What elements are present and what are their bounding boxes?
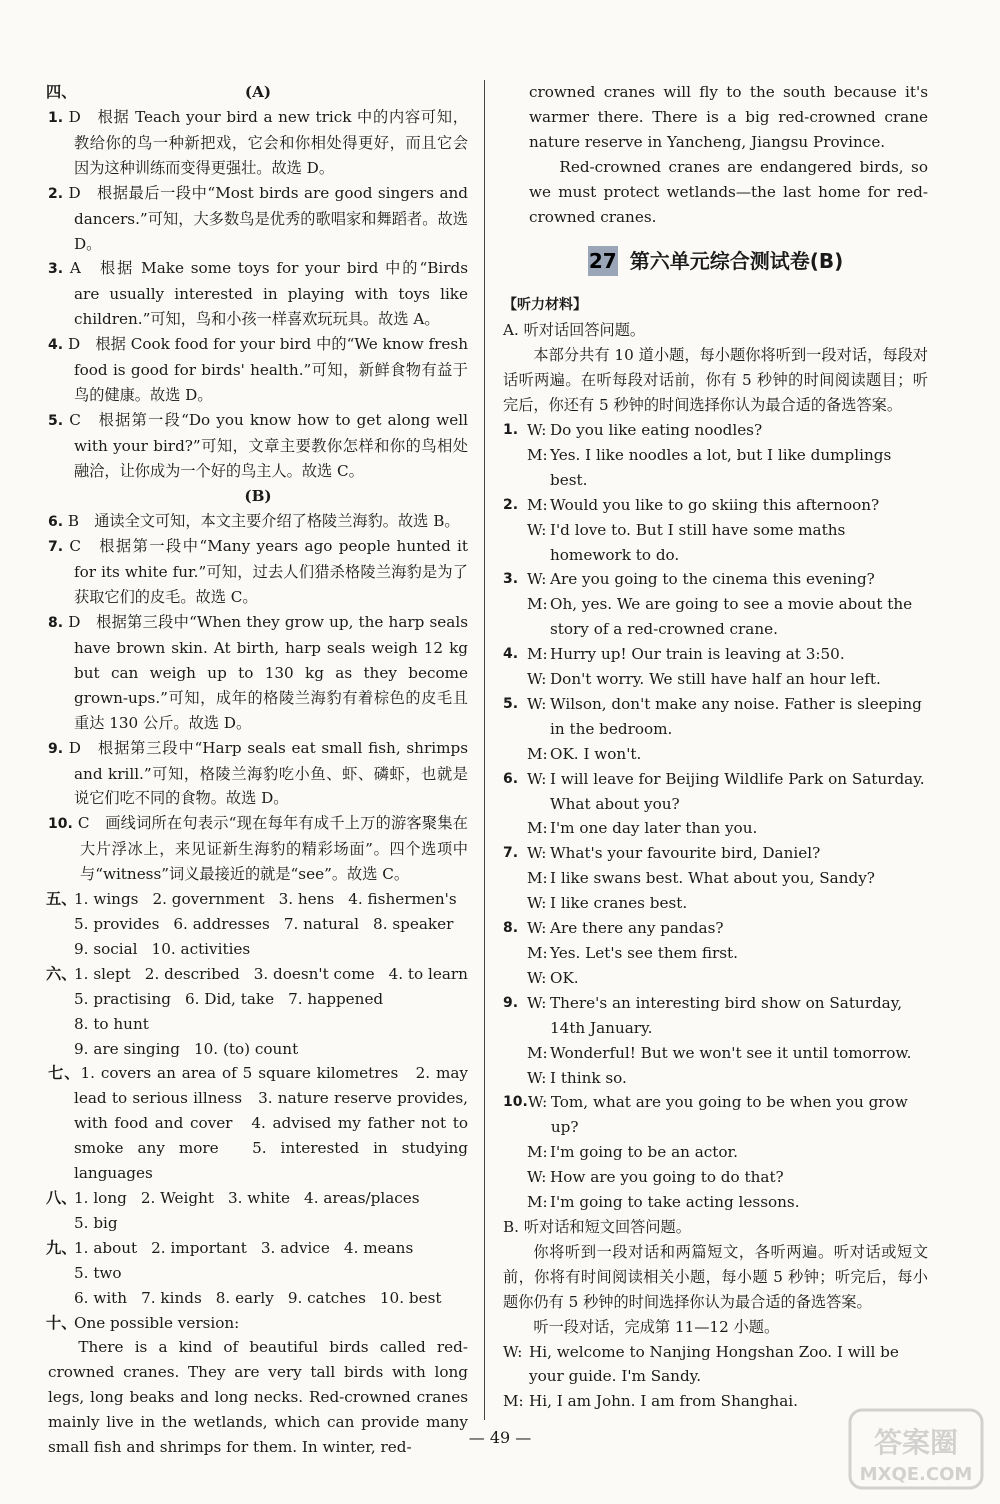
dialog-text: There's an interesting bird show on Saturday, 14th January. (550, 993, 903, 1037)
dialog-line (503, 1090, 928, 1140)
answer-item: 10. C 画线词所在句表示“现在每年有成千上万的游客聚集在大片浮冰上，来见证新生海豹的精彩场面”。四个选项中与“witness”词义最接近的就是“see”。故选 C。 (48, 814, 468, 884)
dialog-line (503, 692, 928, 742)
speaker-label: M: (527, 944, 548, 962)
speaker-label: W: (527, 520, 547, 539)
dialog-text: Don't worry. We still have half an hour left. (550, 670, 881, 689)
dialog-number (503, 1165, 527, 1190)
dialog-number (503, 966, 527, 991)
dialog-number: 5. (503, 695, 519, 712)
dialog-line (503, 518, 928, 568)
dialog-number: 6. (503, 770, 519, 787)
dialog-text: Are you going to the cinema this evening? (550, 570, 875, 589)
svg-text:答案圈: 答案圈 (873, 1426, 959, 1459)
dialog-line (503, 767, 928, 817)
dialog-number (503, 443, 527, 493)
dialog-line (503, 567, 928, 592)
answer-item: 3. A 根据 Make some toys for your bird 中的“Birds are usually interested in playing with toys like children.”可知，鸟和小孩一样喜欢玩玩具。故选 A。 (48, 259, 468, 329)
dialog-line (503, 1190, 928, 1215)
answer-item: 6. B 通读全文可知，本文主要介绍了格陵兰海豹。故选 B。 (48, 511, 460, 530)
dialog-text: How are you going to do that? (550, 1168, 784, 1187)
part-b-desc: 你将听到一段对话和两篇短文，各听两遍。听对话或短文前，你将有时间阅读相关小题，每小题 5 秒钟；听完后，每小题你仍有 5 秒钟的时间选择你认为最合适的备选答案。 (503, 1242, 928, 1311)
speaker-label: M: (527, 744, 548, 763)
dialog-number (503, 1041, 527, 1066)
dialog-number (503, 866, 527, 891)
unit-number-badge: 27 (588, 246, 618, 276)
speaker-label: M: (527, 819, 548, 838)
dialog-line (503, 642, 928, 667)
final-dialog (503, 1340, 928, 1415)
part-a-label: (A) (244, 83, 272, 101)
dialog-line (503, 667, 928, 692)
dialog-number: 8. (503, 920, 519, 937)
dialog-text: Hurry up! Our train is leaving at 3:50. (550, 645, 845, 664)
speaker-label: M: (527, 495, 548, 514)
dialog-text: Yes. Let's see them first. (550, 944, 738, 962)
section-label: 四、 (46, 83, 77, 101)
dialog-text: Hi, I am John. I am from Shanghai. (529, 1392, 798, 1411)
dialog-number (503, 667, 527, 692)
dialog-list (503, 418, 928, 1215)
dialog-text: What's your favourite bird, Daniel? (550, 844, 821, 863)
dialog-number (503, 742, 527, 767)
dialog-line (503, 1041, 928, 1066)
dialog-text: I will leave for Beijing Wildlife Park on Saturday. What about you? (550, 769, 925, 813)
dialog-text: Hi, welcome to Nanjing Hongshan Zoo. I will be your guide. I'm Sandy. (529, 1342, 899, 1386)
part-a-title: A. 听对话回答问题。 (503, 321, 646, 340)
answer-item: 5. C 根据第一段“Do you know how to get along well with your bird?”可知，文章主要教你怎样和你的鸟相处融洽，让你成为一个好的鸟主人。故选 C。 (48, 410, 468, 480)
dialog-text: Tom, what are you going to be when you grow up? (550, 1093, 908, 1137)
dialog-line (503, 891, 928, 916)
speaker-label: W: (527, 894, 547, 913)
dialog-number (503, 1190, 527, 1215)
left-column (48, 80, 468, 1460)
dialog-text: Oh, yes. We are going to see a movie about the story of a red-crowned crane. (550, 595, 913, 639)
dialog-line (503, 592, 928, 642)
dialog-text: I'm going to be an actor. (550, 1143, 738, 1162)
answer-item: 8. D 根据第三段中“When they grow up, the harp seals have brown skin. At birth, harp seals weigh 12 kg but can weigh up to 130 kg as they become grown-ups.”可知，成年的格陵兰海豹有着棕色的皮毛且重达 130 公斤。故选 D。 (48, 613, 469, 732)
svg-text:MXQE.COM: MXQE.COM (859, 1464, 973, 1485)
speaker-label: W: (527, 1168, 547, 1187)
dialog-text: Are there any pandas? (550, 919, 724, 938)
dialog-number: 10. (503, 1094, 528, 1111)
dialog-number (503, 941, 527, 966)
answer-list-b (48, 509, 468, 888)
answer-item: 7. C 根据第一段中“Many years ago people hunted it for its white fur.”可知，过去人们猎杀格陵兰海豹是为了获取它们的皮毛。故选 C。 (48, 537, 468, 607)
dialog-number: 7. (503, 845, 519, 862)
speaker-label: M: (527, 645, 548, 664)
dialog-line (503, 816, 928, 841)
section-7: 七、1. covers an area of 5 square kilometres 2. may lead to serious illness 3. nature reserve provides, with food and cover 4. advised my father not to smoke any more 5. interested in studying languages (48, 1064, 468, 1183)
essay-continued: crowned cranes will fly to the south because it's warmer there. There is a big red-crowned crane nature reserve in Yancheng, Jiangsu Province. (529, 83, 928, 151)
section-8: 八、 1. long 2. Weight 3. white 4. areas/places 5. big (46, 1188, 420, 1232)
speaker-label: W: (527, 570, 547, 589)
dialog-number: 4. (503, 646, 519, 663)
part-b-title: B. 听对话和短文回答问题。 (503, 1217, 691, 1236)
speaker-label: M: (527, 1043, 548, 1062)
answer-list-a (48, 105, 468, 484)
speaker-label: M: (527, 1143, 548, 1162)
dialog-line (503, 1066, 928, 1091)
dialog-number: 3. (503, 571, 519, 588)
speaker-label: W: (503, 1342, 523, 1361)
dialog-number (503, 891, 527, 916)
dialog-line (503, 1165, 928, 1190)
dialog-line (503, 742, 928, 767)
speaker-label: W: (527, 1093, 548, 1112)
speaker-label: W: (527, 968, 547, 987)
section-5: 五、 1. wings 2. government 3. hens 4. fishermen's 5. provides 6. addresses 7. natural 8. speaker 9. social 10. activities (46, 890, 457, 958)
dialog-line (503, 1340, 928, 1390)
section-9: 九、 1. about 2. important 3. advice 4. means 5. two 6. with 7. kinds 8. early 9. catches 10. best (46, 1238, 442, 1307)
part-a-desc: 本部分共有 10 道小题，每小题你将听到一段对话，每段对话听两遍。在听每段对话前，你有 5 秒钟的时间阅读题目；听完后，你还有 5 秒钟的时间选择你认为最合适的备选答案。 (503, 346, 928, 415)
dialog-line (503, 991, 928, 1041)
speaker-label: W: (527, 844, 547, 863)
dialog-text: Wilson, don't make any noise. Father is sleeping in the bedroom. (550, 694, 922, 738)
dialog-number (503, 518, 527, 568)
answer-item: 1. D 根据 Teach your bird a new trick 中的内容可知，教给你的鸟一种新把戏，它会和你相处得更好，而且它会因为这种训练而变得更强壮。故选 D。 (48, 108, 468, 177)
part-b-note: 听一段对话，完成第 11—12 小题。 (533, 1317, 780, 1336)
dialog-text: Do you like eating noodles? (550, 420, 763, 439)
unit-title: 第六单元综合测试卷(B) (629, 248, 844, 273)
section-10: 十、 One possible version: (46, 1313, 240, 1332)
speaker-label: M: (527, 445, 548, 464)
speaker-label: M: (527, 869, 548, 888)
speaker-label: M: (527, 1193, 548, 1212)
dialog-text: Would you like to go skiing this afternoon? (550, 495, 880, 514)
dialog-text: I'm going to take acting lessons. (550, 1193, 800, 1212)
dialog-line (503, 1140, 928, 1165)
speaker-label: W: (527, 670, 547, 689)
dialog-number (503, 1140, 527, 1165)
dialog-text: I think so. (550, 1068, 627, 1087)
dialog-line (503, 443, 928, 493)
dialog-number (503, 1066, 527, 1091)
dialog-text: I like swans best. What about you, Sandy? (550, 869, 875, 888)
listening-material-label: 【听力材料】 (503, 297, 587, 314)
dialog-number (503, 816, 527, 841)
section-4-header (48, 80, 468, 105)
dialog-text: Yes. I like noodles a lot, but I like dumplings best. (550, 445, 892, 489)
speaker-label: W: (527, 420, 547, 439)
dialog-line (503, 418, 928, 443)
right-column (503, 80, 928, 1414)
speaker-label: W: (527, 769, 547, 788)
dialog-text: Wonderful! But we won't see it until tomorrow. (550, 1043, 912, 1062)
dialog-text: I like cranes best. (550, 894, 688, 913)
speaker-label: W: (527, 919, 547, 938)
dialog-text: I'd love to. But I still have some maths homework to do. (550, 520, 846, 564)
dialog-number: 1. (503, 421, 519, 438)
unit-heading (503, 243, 928, 279)
speaker-label: M: (503, 1392, 524, 1411)
dialog-line (503, 916, 928, 941)
part-b-label: (B) (244, 486, 272, 505)
dialog-line (503, 866, 928, 891)
watermark-logo (846, 1406, 986, 1492)
dialog-line (503, 941, 928, 966)
answer-item: 4. D 根据 Cook food for your bird 中的“We know fresh food is good for birds' health.”可知，新鲜食物有益于鸟的健康。故选 D。 (48, 335, 469, 404)
speaker-label: M: (527, 595, 548, 614)
column-divider (484, 80, 485, 1420)
speaker-label: W: (527, 1068, 547, 1087)
dialog-number: 9. (503, 994, 519, 1011)
dialog-text: I'm one day later than you. (550, 819, 758, 838)
answer-item: 2. D 根据最后一段中“Most birds are good singers and dancers.”可知，大多数鸟是优秀的歌唱家和舞蹈者。故选 D。 (48, 183, 468, 253)
dialog-line (503, 493, 928, 518)
page-number: — 49 — (468, 1428, 532, 1447)
dialog-number (503, 592, 527, 642)
section-6: 六、 1. slept 2. described 3. doesn't come 4. to learn 5. practising 6. Did, take 7. happened 8. to hunt 9. are singing 10. (to) count (46, 964, 468, 1058)
dialog-line (503, 841, 928, 866)
dialog-text: OK. (550, 968, 579, 987)
dialog-line (503, 966, 928, 991)
answer-item: 9. D 根据第三段中“Harp seals eat small fish, shrimps and krill.”可知，格陵兰海豹吃小鱼、虾、磷虾，也就是说它们吃不同的食物。故选 D。 (48, 738, 468, 808)
essay-paragraph-2: Red-crowned cranes are endangered birds, so we must protect wetlands—the last home for red-crowned cranes. (529, 157, 928, 226)
speaker-label: W: (527, 993, 547, 1012)
dialog-text: OK. I won't. (550, 744, 642, 763)
dialog-number: 2. (503, 496, 519, 513)
speaker-label: W: (527, 694, 547, 713)
essay-paragraph: There is a kind of beautiful birds called red-crowned cranes. They are very tall birds with long legs, long beaks and long necks. Red-crowned cranes mainly live in the wetlands, which can provide many small fish and shrimps for them. In winter, red- (48, 1338, 468, 1457)
